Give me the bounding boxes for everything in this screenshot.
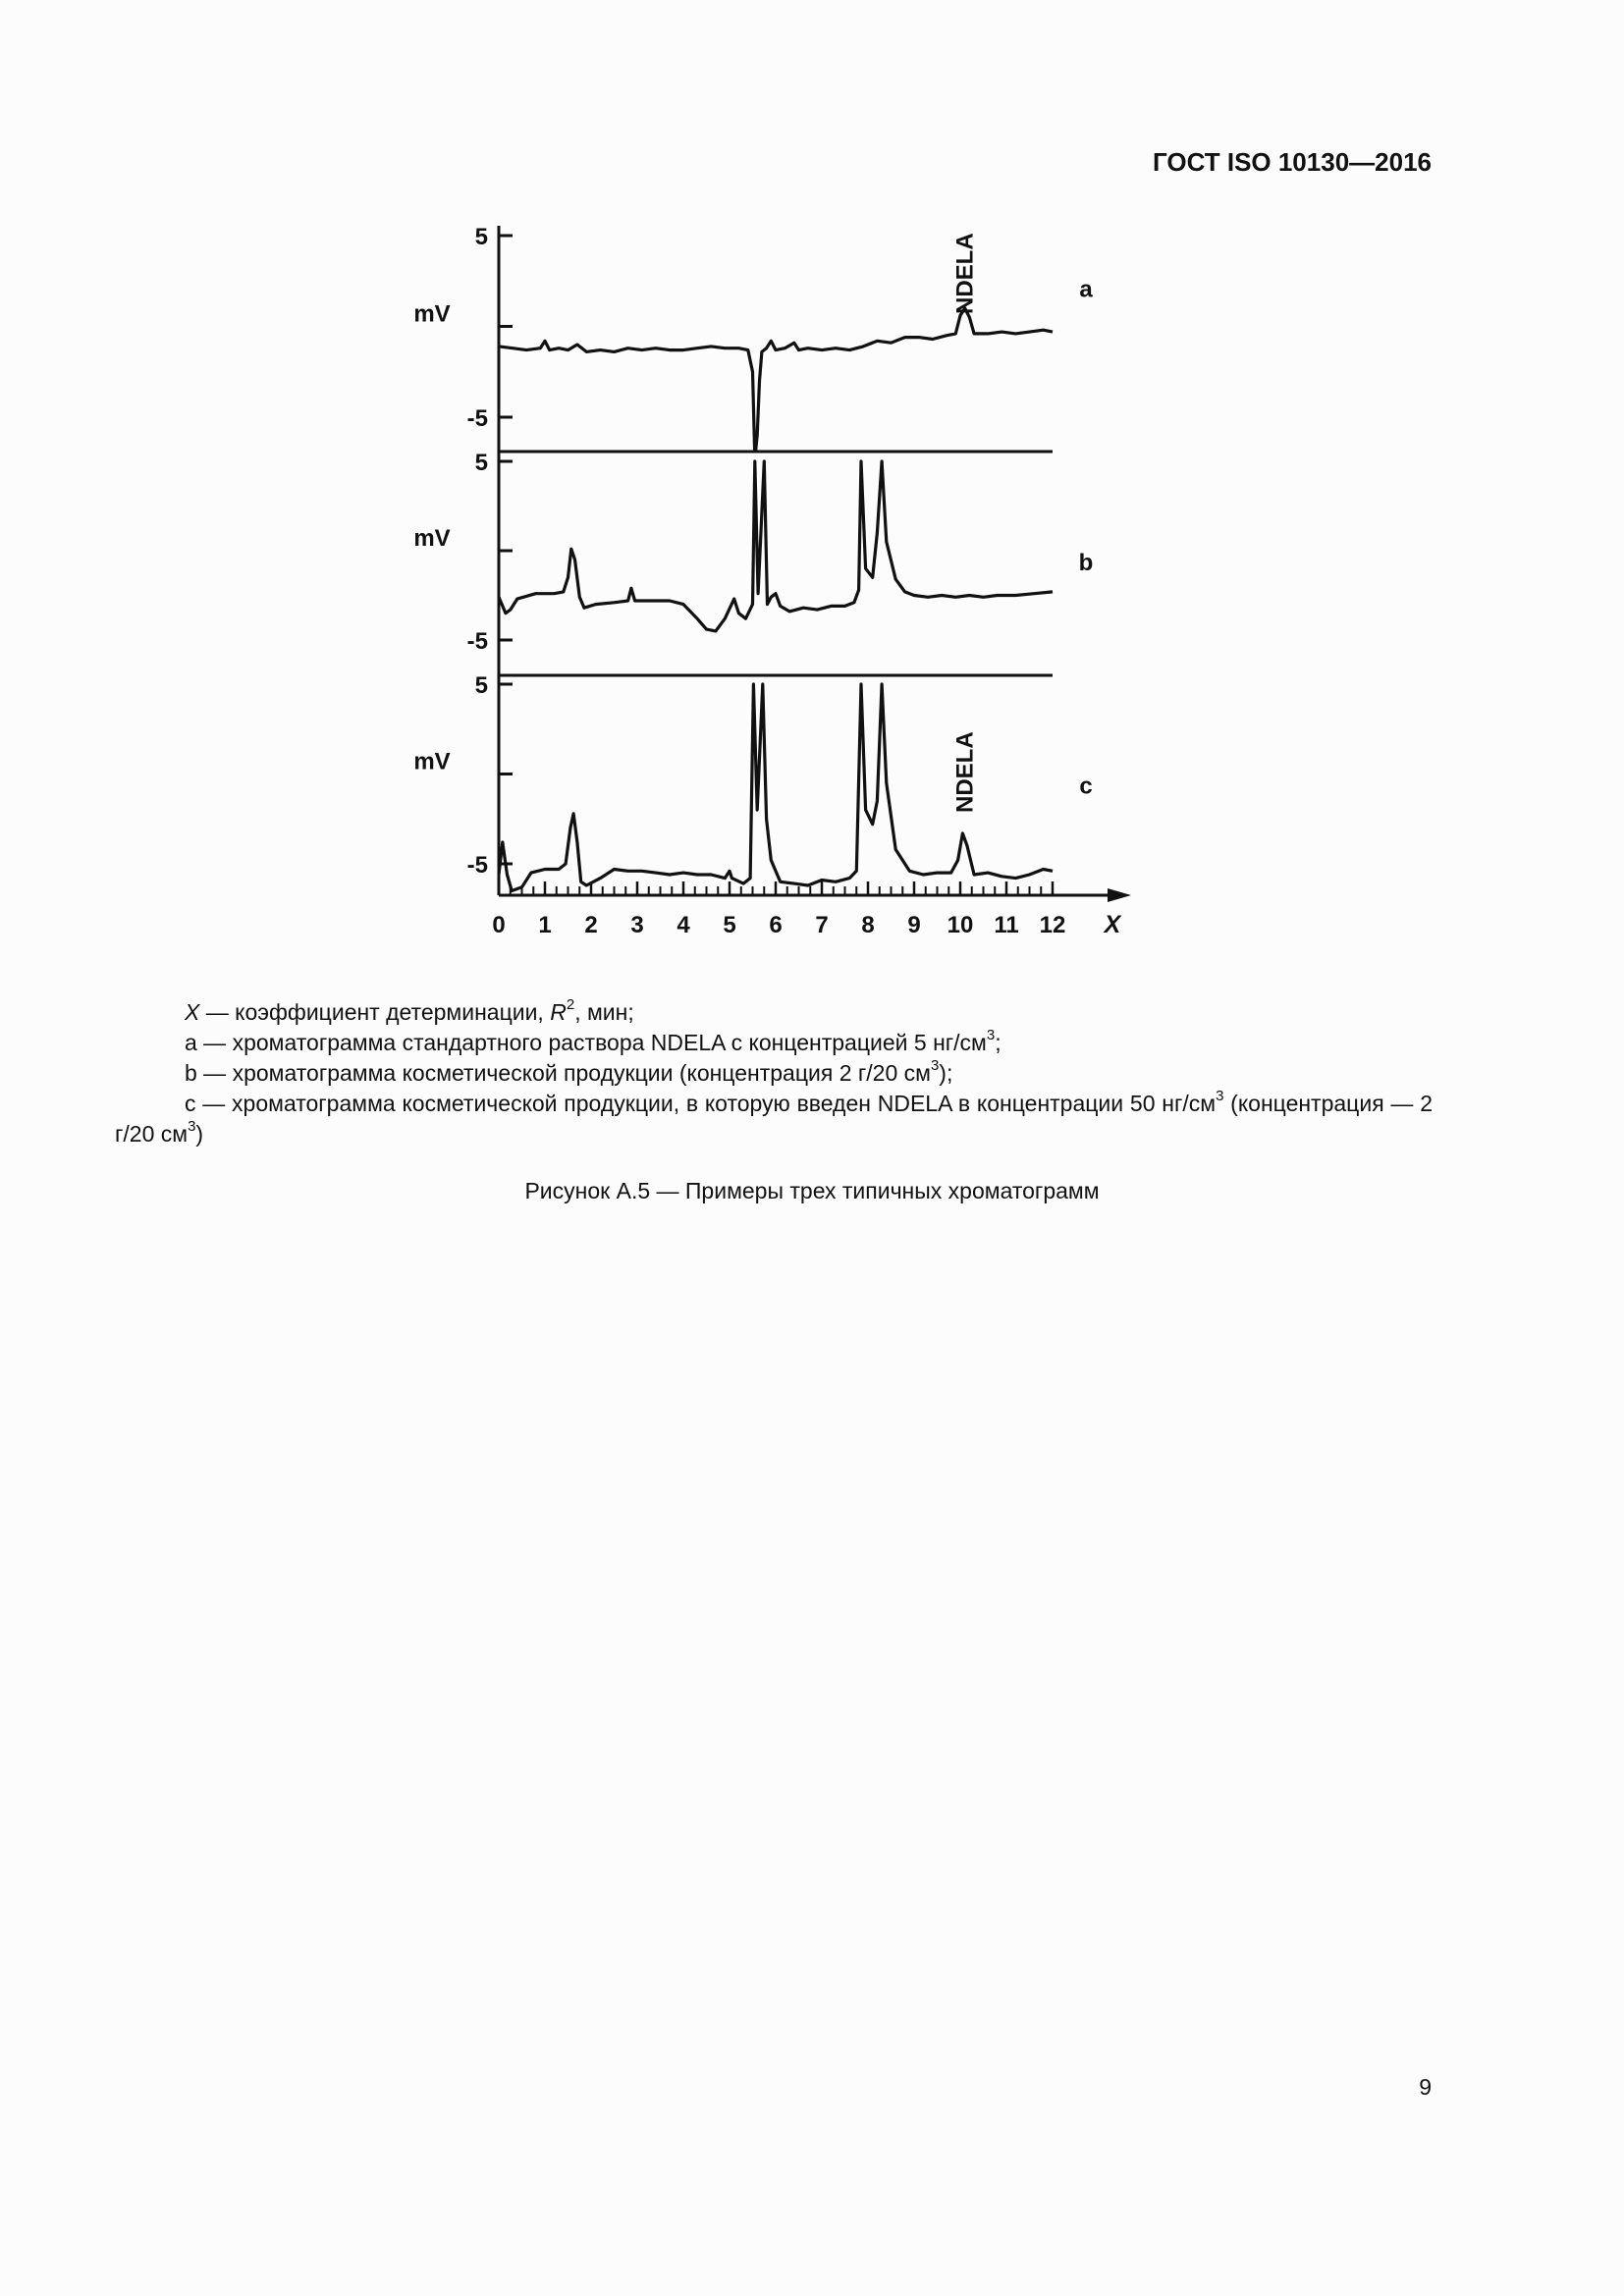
x-axis-label: X	[1104, 911, 1121, 938]
x-tick-label: 2	[584, 912, 598, 938]
legend-x: X — коэффициент детерминации, $R^2$, мин;	[185, 996, 634, 1025]
panel-label-a: a	[1079, 276, 1093, 303]
figure-caption: Рисунок A.5 — Примеры трех типичных хроматограмм	[524, 1178, 1100, 1203]
x-tick-label: 6	[769, 912, 783, 938]
x-tick-label: 12	[1039, 912, 1066, 938]
figure-legend	[115, 997, 1433, 1149]
y-axis-label: mV	[413, 748, 451, 775]
x-tick-label: 5	[723, 912, 736, 938]
x-tick-label: 11	[994, 912, 1019, 938]
panel-label-b: b	[1078, 550, 1094, 576]
panel-b	[413, 450, 1093, 655]
panel-a	[413, 224, 1093, 459]
x-tick-label: 0	[492, 912, 506, 938]
document-code: ГОСТ ISO 10130—2016	[1152, 147, 1432, 177]
y-axis-label: mV	[413, 525, 451, 552]
x-tick-label: 3	[630, 912, 644, 938]
legend-b: b — хроматограмма косметической продукции (концентрация 2 г/20 $см^3$);	[185, 1057, 953, 1086]
x-tick-label: 1	[538, 912, 552, 938]
panel-c	[413, 672, 1092, 891]
x-tick-label: 4	[677, 912, 690, 938]
x-axis	[492, 881, 1131, 938]
y-tick-label: 5	[474, 672, 488, 699]
legend-a: a — хроматограмма стандартного раствора NDELA с концентрацией 5 $нг/см^3$;	[185, 1027, 1001, 1055]
trace-b	[499, 461, 1053, 631]
y-tick-label: -5	[466, 628, 488, 655]
y-tick-label: -5	[466, 405, 488, 432]
x-tick-label: 9	[907, 912, 921, 938]
ndela-annotation: NDELA	[951, 731, 979, 813]
x-axis-arrow	[1108, 888, 1131, 902]
y-tick-label: -5	[466, 852, 488, 879]
ndela-annotation: NDELA	[951, 233, 979, 314]
trace-a	[499, 308, 1053, 459]
y-tick-label: 5	[474, 450, 488, 476]
panel-label-c: c	[1079, 773, 1093, 800]
page-number: 9	[1419, 2074, 1432, 2100]
x-tick-label: 7	[815, 912, 829, 938]
x-tick-label: 10	[947, 912, 974, 938]
y-axis-label: mV	[413, 300, 451, 328]
x-tick-label: 8	[861, 912, 875, 938]
legend-c: c — хроматограмма косметической продукции, в которую введен NDELA в концентрации 50 $нг/см^3$ (концентрация — 2 г/20 $см^3$)	[115, 1088, 1433, 1147]
y-tick-label: 5	[474, 224, 488, 250]
chromatogram-figure	[0, 0, 1624, 962]
